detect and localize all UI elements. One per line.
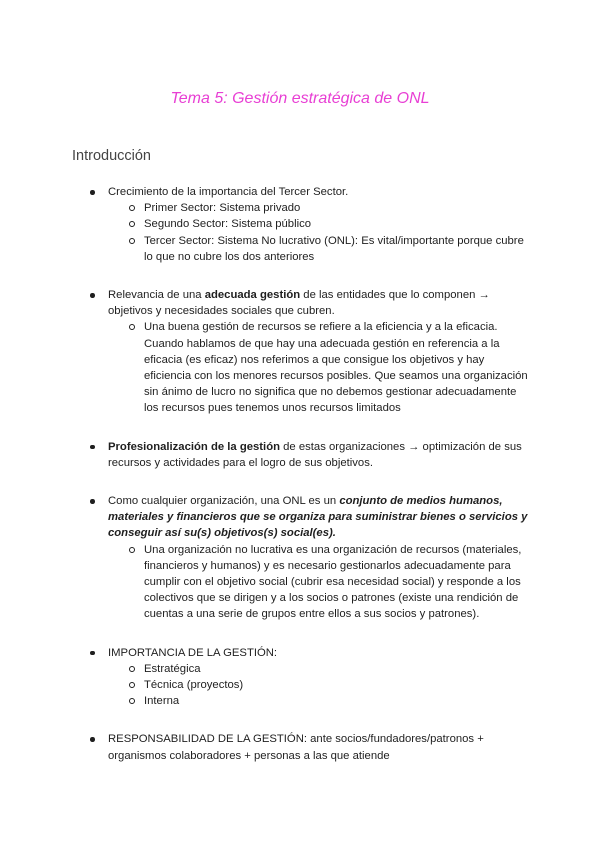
- sub-bullet-item: Estratégica: [108, 661, 532, 677]
- page-title: Tema 5: Gestión estratégica de ONL: [170, 90, 430, 107]
- bullet-definicion-onl: Como cualquier organización, una ONL es un conjunto de medios humanos, materiales y financieros que se organiza para suministrar bienes o servicios y conseguir así su(s) objetivos(s) social(es). Una organización no lucrativa es una organización de recursos (materiales, financieros y humanos) y es necesario gestionarlos adecuadamente para cumplir con el objetivo social (cubrir esa necesidad social) y responde a los colectivos que se dirigen y a los socios o patrones (existe una rendición de cuentas a una serie de grupos entre ellos a sus socios y patrones).: [72, 493, 532, 623]
- sub-bullet-item: Una organización no lucrativa es una organización de recursos (materiales, financieros y humanos) y es necesario gestionarlos adecuadamente para cumplir con el objetivo social (cubrir esa necesidad social) y responde a los colectivos que se dirigen y a los socios o patrones (existe una rendición de cuentas a una serie de grupos entre ellos a sus socios y patrones).: [108, 542, 532, 623]
- bullet-tercer-sector: [72, 184, 532, 265]
- bullet-relevancia: Relevancia de una adecuada gestión de las entidades que lo componen → objetivos y necesidades sociales que cubren. Una buena gestión de recursos se refiere a la eficiencia y a la eficacia. Cuando hablamos de que hay una adecuada gestión en referencia a la eficacia (es eficaz) nos referimos a que consigue los objetivos y hay eficiencia con los menores recursos posibles. Que seamos una organización sin ánimo de lucro no significa que no debemos gestionar adecuadamente los recursos pues tenemos unos recursos limitados: [72, 287, 532, 417]
- bold-term: Profesionalización de la gestión: [108, 440, 281, 453]
- bullet-responsabilidad-gestion: RESPONSABILIDAD DE LA GESTIÓN: ante socios/fundadores/patronos + organismos colaboradores + personas a las que atiende: [72, 731, 532, 763]
- sub-bullet-list: [108, 319, 532, 416]
- bold-italic-definition: conjunto de medios humanos, materiales y financieros que se organiza para suministrar bienes o servicios y conseguir así su(s) objetivos(s) social(es).: [108, 495, 528, 540]
- sub-bullet-item: Técnica (proyectos): [108, 677, 532, 693]
- sub-bullet-item: Tercer Sector: Sistema No lucrativo (ONL): Es vital/importante porque cubre lo que no cubre los dos anteriores: [108, 233, 532, 265]
- bullet-importancia-gestion: IMPORTANCIA DE LA GESTIÓN: Estratégica Técnica (proyectos) Interna: [72, 645, 532, 710]
- sub-bullet-item: Una buena gestión de recursos se refiere a la eficiencia y a la eficacia. Cuando hablamos de que hay una adecuada gestión en referencia a la eficacia (es eficaz) nos referimos a que consigue los objetivos y hay eficiencia con los menores recursos posibles. Que seamos una organización sin ánimo de lucro no significa que no debemos gestionar adecuadamente los recursos pues tenemos unos recursos limitados: [108, 319, 532, 416]
- sub-bullet-item: Primer Sector: Sistema privado: [108, 200, 532, 216]
- bold-term: adecuada gestión: [204, 289, 301, 302]
- sub-bullet-list: [108, 661, 532, 710]
- bullet-text: Crecimiento de la importancia del Tercer Sector.: [108, 186, 349, 198]
- sub-bullet-list: [108, 542, 532, 623]
- section-heading-introduccion: Introducción: [72, 148, 151, 164]
- sub-bullet-item: Interna: [108, 693, 532, 709]
- sub-bullet-list: [108, 200, 532, 265]
- bullet-profesionalizacion: Profesionalización de la gestión de estas organizaciones → optimización de sus recursos y actividades para el logro de sus objetivos.: [72, 439, 532, 471]
- sub-bullet-item: Segundo Sector: Sistema público: [108, 216, 532, 232]
- main-bullet-list: [72, 184, 532, 764]
- document-body: [72, 184, 532, 786]
